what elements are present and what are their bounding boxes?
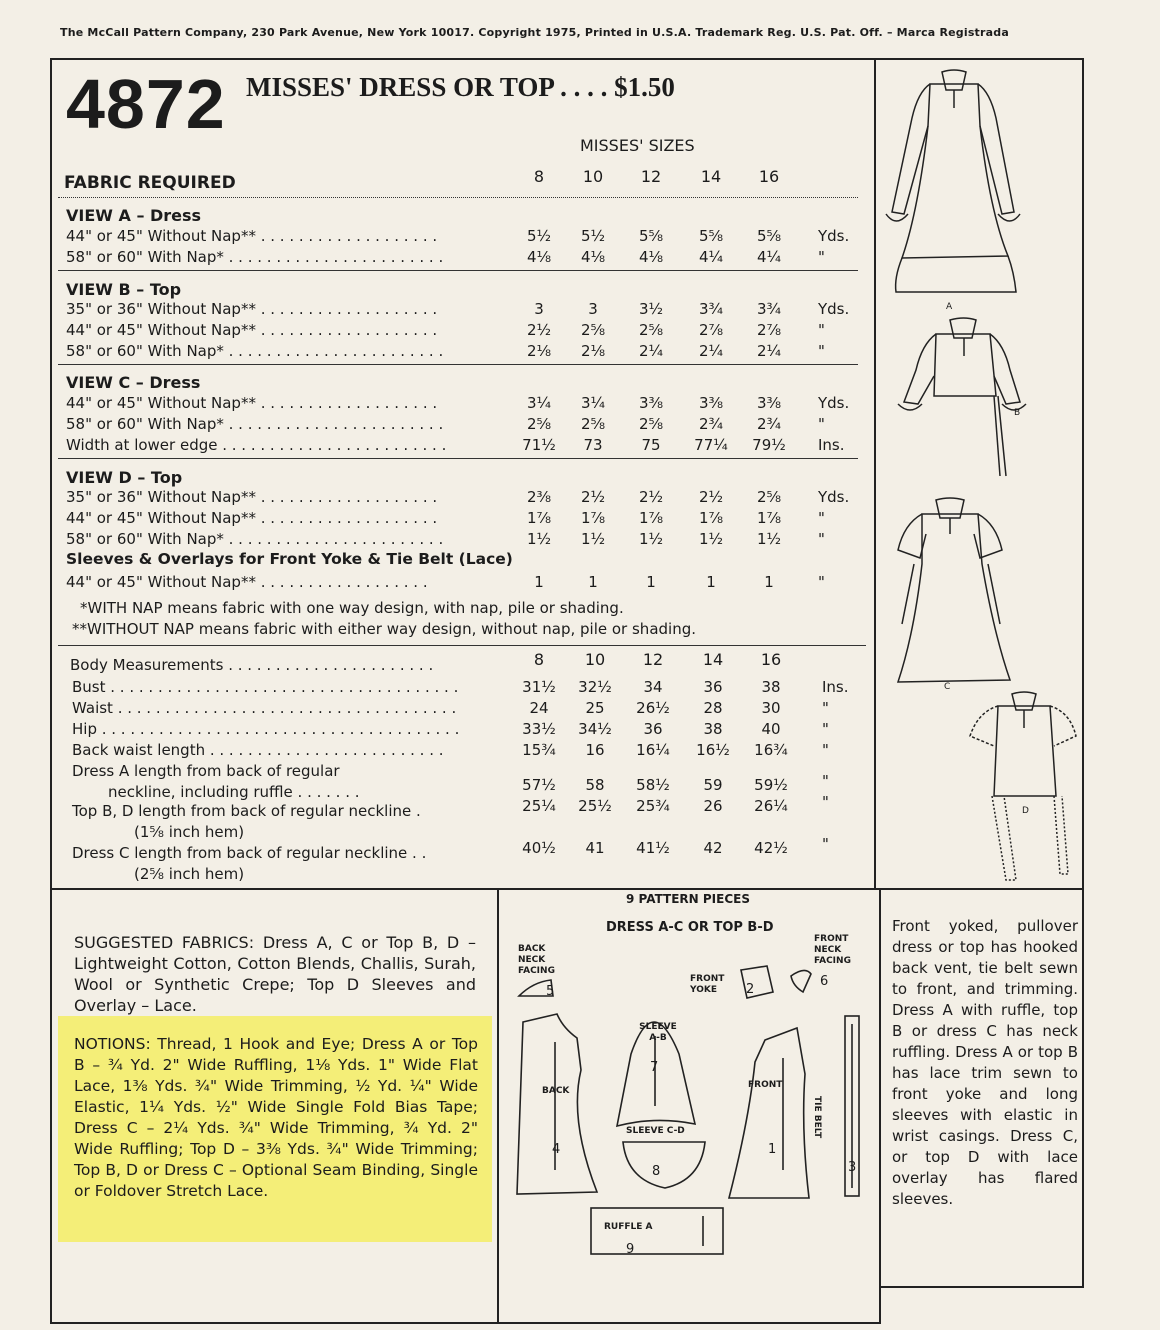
measurement-value: 16¾ (754, 741, 788, 759)
pieces-subtitle: DRESS A-C OR TOP B-D (606, 920, 774, 935)
fabric-row-value: 3 (534, 300, 544, 318)
measurement-value: 36 (643, 720, 663, 738)
fabric-row-unit: Ins. (818, 436, 845, 454)
fabric-row-unit: " (818, 530, 825, 548)
measurement-label: Waist . . . . . . . . . . . . . . . . . . . . . . . . . . . . . . . . . . . . (72, 699, 457, 717)
fabric-row-value: 3½ (638, 300, 664, 318)
length-value: 41 (585, 839, 605, 857)
fabric-row-value: 1 (534, 573, 544, 591)
divider (58, 197, 858, 198)
fabric-row-value: 5⅝ (638, 227, 664, 245)
piece-number: 3 (848, 1160, 857, 1175)
piece-count: 9 PATTERN PIECES (626, 892, 750, 906)
measurement-value: 34 (643, 678, 663, 696)
body-size-header: 10 (584, 650, 606, 669)
pattern-title: MISSES' DRESS OR TOP . . . . $1.50 (246, 72, 675, 102)
measurement-label: Bust . . . . . . . . . . . . . . . . . . . . . . . . . . . . . . . . . . . . . (72, 678, 459, 696)
sleeve-cd-piece (623, 1142, 705, 1188)
piece-number: 2 (746, 982, 755, 997)
measurement-value: 33½ (522, 720, 556, 738)
length-value: 26¼ (754, 797, 788, 815)
fabric-row-value: 5⅝ (698, 227, 724, 245)
fabric-row-value: 3¼ (580, 394, 606, 412)
fabric-row-value: 5½ (580, 227, 606, 245)
view-heading: VIEW C – Dress (66, 373, 201, 392)
length-value: 59½ (754, 776, 788, 794)
view-a-illustration (874, 62, 1080, 302)
fabric-row-value: 2⅝ (756, 488, 782, 506)
fabric-row-value: 3¾ (698, 300, 724, 318)
fabric-row-value: 3⅜ (756, 394, 782, 412)
view-b-label: B (1014, 408, 1021, 418)
fabric-row-value: 2⅜ (526, 488, 552, 506)
view-c-label: C (944, 682, 951, 692)
fabric-row-unit: Yds. (818, 394, 850, 412)
fabric-row-value: 2⅛ (526, 342, 552, 360)
length-value: 25¼ (522, 797, 556, 815)
pattern-description: Front yoked, pullover dress or top has hooked back vent, tie belt sewn to front, and trimming. Dress A with ruffle, top B or dress C has neck ruffling. Dress A or top B has lace trim sewn to front yoke and long sleeves with elastic in wrist casings. Dress C, or top D with lace overlay has flared sleeves. (892, 917, 1078, 1208)
fabric-row-value: 2⅝ (580, 415, 606, 433)
fabric-row-value: 2⅞ (756, 321, 782, 339)
sleeve-cd-label: SLEEVE C-D (626, 1126, 685, 1136)
length-value: 59 (703, 776, 723, 794)
measurement-value: 30 (761, 699, 781, 717)
fabric-row-value: 3¼ (526, 394, 552, 412)
sizes-heading: MISSES' SIZES (580, 136, 695, 155)
fabric-row-unit: " (818, 321, 825, 339)
view-heading: VIEW A – Dress (66, 206, 202, 225)
body-size-header: 8 (533, 650, 545, 669)
measurement-value: 38 (703, 720, 723, 738)
front-label: FRONT (748, 1080, 783, 1090)
fabric-row-label: 44" or 45" Without Nap** . . . . . . . . . . . . . . . . . . . (66, 509, 438, 527)
fabric-row-value: 1⅞ (698, 509, 724, 527)
fabric-row-value: 1½ (756, 530, 782, 548)
tie-belt-label: TIE BELT (812, 1096, 822, 1139)
fabric-row-value: 1½ (580, 530, 606, 548)
fabric-row-value: 2⅝ (638, 321, 664, 339)
front-yoke-label: FRONT YOKE (690, 974, 725, 995)
length-value: 57½ (522, 776, 556, 794)
fabric-row-value: 2½ (638, 488, 664, 506)
publisher-header: The McCall Pattern Company, 230 Park Avenue, New York 10017. Copyright 1975, Printed in U.S.A. Trademark Reg. U.S. Pat. Off. – Marca Registrada (60, 26, 1009, 39)
body-size-header: 16 (760, 650, 782, 669)
fabric-row-value: 73 (583, 436, 603, 454)
fabric-row-value: 2⅞ (698, 321, 724, 339)
size-10: 10 (582, 167, 604, 186)
fabric-row-value: 2¾ (698, 415, 724, 433)
length-unit: " (822, 835, 829, 853)
fabric-required-heading: FABRIC REQUIRED (64, 173, 236, 193)
piece-number: 8 (652, 1164, 661, 1179)
fabric-row-value: 4⅛ (580, 248, 606, 266)
fabric-row-label: 44" or 45" Without Nap** . . . . . . . . . . . . . . . . . . . (66, 394, 438, 412)
fabric-row-value: 2¼ (756, 342, 782, 360)
measurement-value: 32½ (578, 678, 612, 696)
fabric-row-value: 1⅞ (638, 509, 664, 527)
piece-number: 5 (546, 984, 555, 999)
fabric-row-label: 58" or 60" With Nap* . . . . . . . . . . . . . . . . . . . . . . . (66, 342, 444, 360)
measurement-value: 36 (703, 678, 723, 696)
length-unit: " (822, 772, 829, 790)
fabric-row-label: 44" or 45" Without Nap** . . . . . . . . . . . . . . . . . . . (66, 321, 438, 339)
fabric-row-unit: Yds. (818, 227, 850, 245)
fabric-row-value: 2½ (526, 321, 552, 339)
fabric-row-unit: " (818, 415, 825, 433)
back-neck-facing-label: BACK NECK FACING (518, 944, 555, 976)
fabric-row-label: 35" or 36" Without Nap** . . . . . . . . . . . . . . . . . . . (66, 488, 438, 506)
notions: NOTIONS: Thread, 1 Hook and Eye; Dress A or Top B – ¾ Yd. 2" Wide Ruffling, 1⅛ Yds. 1" Wide Flat Lace, 1⅜ Yds. ¾" Wide Trimming, ½ Yd. ¼" Wide Elastic, 1¼ Yds. ½" Wide Single Fold Bias Tape; Dress C – 2¼ Yds. ¾" Wide Trimming, ¾ Yd. 2" Wide Ruffling; Top D – 3⅜ Yds. ¾" Wide Trimming; Top B, D or Dress C – Optional Seam Binding, Single or Foldover Stretch Lace. (74, 1035, 478, 1200)
length-label: Dress C length from back of regular neckline . . (72, 844, 427, 862)
divider (58, 645, 866, 646)
length-value: 25½ (578, 797, 612, 815)
fabric-row-value: 2⅝ (638, 415, 664, 433)
fabric-row-value: 77¼ (694, 436, 728, 454)
lace-heading: Sleeves & Overlays for Front Yoke & Tie Belt (Lace) (66, 550, 513, 568)
length-value: 58 (585, 776, 605, 794)
divider (58, 458, 858, 459)
measurement-value: 16 (585, 741, 605, 759)
fabric-row-value: 4¼ (756, 248, 782, 266)
fabric-row-value: 1½ (638, 530, 664, 548)
measurement-label: Back waist length . . . . . . . . . . . . . . . . . . . . . . . . . (72, 741, 444, 759)
measurement-value: 24 (529, 699, 549, 717)
front-neck-facing-label: FRONT NECK FACING (814, 934, 851, 966)
length-unit: " (822, 793, 829, 811)
fabric-row-value: 5⅝ (756, 227, 782, 245)
length-value: 26 (703, 797, 723, 815)
length-label: Dress A length from back of regular (72, 762, 340, 780)
measurement-label: Hip . . . . . . . . . . . . . . . . . . . . . . . . . . . . . . . . . . . . . . (72, 720, 460, 738)
without-nap-note: **WITHOUT NAP means fabric with either way design, without nap, pile or shading. (72, 620, 696, 638)
measurement-value: 16¼ (636, 741, 670, 759)
length-label: Top B, D length from back of regular neckline . (72, 802, 421, 820)
fabric-row-label: 44" or 45" Without Nap** . . . . . . . . . . . . . . . . . . (66, 573, 428, 591)
front-neck-facing-piece (791, 970, 811, 992)
measurement-value: 34½ (578, 720, 612, 738)
fabric-row-value: 2½ (698, 488, 724, 506)
body-size-header: 12 (642, 650, 664, 669)
view-a-label: A (946, 302, 953, 312)
fabric-row-unit: " (818, 248, 825, 266)
length-value: 58½ (636, 776, 670, 794)
fabric-row-label: 58" or 60" With Nap* . . . . . . . . . . . . . . . . . . . . . . . (66, 415, 444, 433)
fabric-row-label: 58" or 60" With Nap* . . . . . . . . . . . . . . . . . . . . . . . (66, 530, 444, 548)
view-heading: VIEW B – Top (66, 280, 182, 299)
measurement-value: 28 (703, 699, 723, 717)
fabric-row-value: 1⅞ (526, 509, 552, 527)
fabric-row-unit: " (818, 509, 825, 527)
length-label: (1⅝ inch hem) (134, 823, 245, 841)
fabric-row-value: 71½ (522, 436, 556, 454)
piece-number: 1 (768, 1142, 777, 1157)
fabric-row-value: 3⅜ (638, 394, 664, 412)
view-c-illustration (874, 494, 1080, 694)
fabric-row-unit: Yds. (818, 488, 850, 506)
fabric-row-value: 2⅝ (526, 415, 552, 433)
measurement-value: 25 (585, 699, 605, 717)
fabric-row-value: 79½ (752, 436, 786, 454)
fabric-row-value: 1 (764, 573, 774, 591)
body-size-header: 14 (702, 650, 724, 669)
piece-number: 7 (650, 1060, 659, 1075)
fabric-row-value: 4⅛ (526, 248, 552, 266)
length-value: 25¾ (636, 797, 670, 815)
measurement-value: 16½ (696, 741, 730, 759)
fabric-row-value: 2½ (580, 488, 606, 506)
fabric-row-unit: " (818, 573, 825, 591)
size-8: 8 (533, 167, 545, 186)
sleeve-ab-label: SLEEVE A-B (639, 1022, 677, 1043)
length-value: 42½ (754, 839, 788, 857)
measurement-value: 26½ (636, 699, 670, 717)
divider (58, 270, 858, 271)
measurement-unit: " (822, 699, 829, 717)
suggested-fabrics: SUGGESTED FABRICS: Dress A, C or Top B, D – Lightweight Cotton, Cotton Blends, Challis, Surah, Wool or Synthetic Crepe; Top D Sleeves and Overlay – Lace. (74, 933, 476, 1015)
fabric-row-label: 58" or 60" With Nap* . . . . . . . . . . . . . . . . . . . . . . . (66, 248, 444, 266)
back-label: BACK (542, 1086, 570, 1096)
length-value: 42 (703, 839, 723, 857)
piece-number: 4 (552, 1142, 561, 1157)
measurement-value: 31½ (522, 678, 556, 696)
measurement-unit: Ins. (822, 678, 849, 696)
fabric-row-value: 2⅝ (580, 321, 606, 339)
fabric-row-label: 44" or 45" Without Nap** . . . . . . . . . . . . . . . . . . . (66, 227, 438, 245)
fabric-row-label: 35" or 36" Without Nap** . . . . . . . . . . . . . . . . . . . (66, 300, 438, 318)
size-14: 14 (700, 167, 722, 186)
fabric-row-value: 1 (706, 573, 716, 591)
length-label: neckline, including ruffle . . . . . . . (108, 783, 360, 801)
fabric-row-value: 3⅜ (698, 394, 724, 412)
measurement-unit: " (822, 741, 829, 759)
view-d-label: D (1022, 806, 1029, 816)
front-piece (729, 1028, 809, 1198)
view-heading: VIEW D – Top (66, 468, 183, 487)
fabric-row-unit: " (818, 342, 825, 360)
fabric-row-value: 75 (641, 436, 661, 454)
fabric-row-value: 3 (588, 300, 598, 318)
fabric-row-value: 4¼ (698, 248, 724, 266)
piece-number: 6 (820, 974, 829, 989)
size-16: 16 (758, 167, 780, 186)
fabric-row-value: 2⅛ (580, 342, 606, 360)
measurement-value: 40 (761, 720, 781, 738)
fabric-row-value: 3¾ (756, 300, 782, 318)
size-header-row (514, 167, 804, 189)
measurement-value: 38 (761, 678, 781, 696)
fabric-row-value: 1½ (698, 530, 724, 548)
measurement-unit: " (822, 720, 829, 738)
fabric-row-value: 1 (588, 573, 598, 591)
view-d-illustration (874, 684, 1080, 884)
fabric-row-value: 5½ (526, 227, 552, 245)
length-value: 40½ (522, 839, 556, 857)
fabric-row-label: Width at lower edge . . . . . . . . . . . . . . . . . . . . . . . . (66, 436, 447, 454)
fabric-row-value: 2¾ (756, 415, 782, 433)
piece-number: 9 (626, 1242, 635, 1257)
fabric-row-value: 1⅞ (756, 509, 782, 527)
fabric-row-value: 2¼ (638, 342, 664, 360)
size-12: 12 (640, 167, 662, 186)
fabric-row-value: 1⅞ (580, 509, 606, 527)
body-measurements-heading: Body Measurements . . . . . . . . . . . . . . . . . . . . . . (70, 656, 434, 674)
fabric-row-unit: Yds. (818, 300, 850, 318)
view-b-illustration (874, 316, 1080, 486)
fabric-row-value: 4⅛ (638, 248, 664, 266)
length-value: 41½ (636, 839, 670, 857)
fabric-row-value: 1 (646, 573, 656, 591)
measurement-value: 15¾ (522, 741, 556, 759)
with-nap-note: *WITH NAP means fabric with one way design, with nap, pile or shading. (80, 599, 624, 617)
divider (58, 364, 858, 365)
length-label: (2⅝ inch hem) (134, 865, 245, 883)
ruffle-a-label: RUFFLE A (604, 1222, 653, 1232)
back-piece (517, 1014, 597, 1194)
fabric-row-value: 1½ (526, 530, 552, 548)
pattern-number: 4872 (66, 65, 226, 143)
fabric-row-value: 2¼ (698, 342, 724, 360)
